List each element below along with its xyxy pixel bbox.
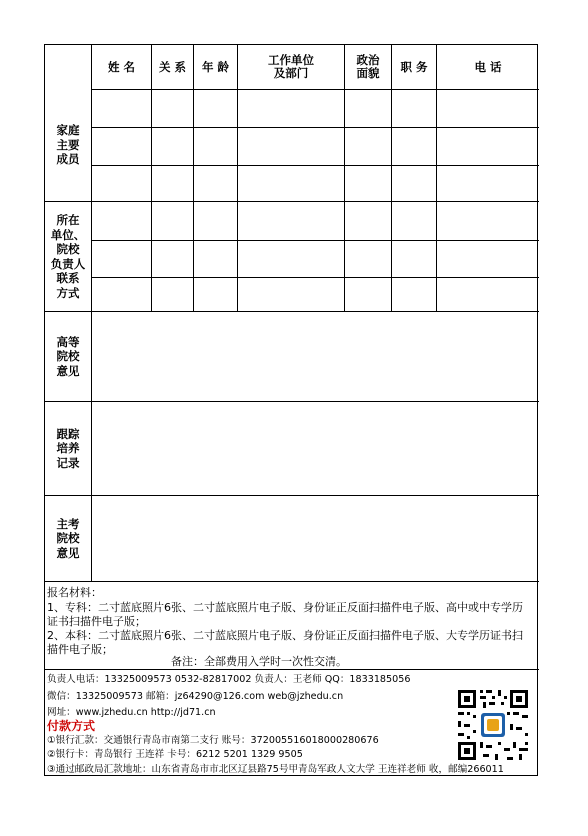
divider <box>91 240 539 241</box>
contact-website-line: 网址：www.jzhedu.cn http://jd71.cn <box>47 707 216 718</box>
divider <box>45 311 539 312</box>
header-position: 职 务 <box>400 59 428 74</box>
materials-note: 备注：全部费用入学时一次性交清。 <box>171 655 347 668</box>
header-work-unit: 工作单位 及部门 <box>268 53 314 80</box>
section-tracking-record: 跟踪 培养 记录 <box>56 426 80 470</box>
materials-line: 2、本科：二寸蓝底照片6张、二寸蓝底照片电子版、身份证正反面扫描件电子版、大专学历证书扫 <box>47 629 523 642</box>
header-political-status: 政治 面貌 <box>356 53 380 80</box>
section-unit-contact: 所在 单位、 院校 负责人 联系 方式 <box>50 213 86 300</box>
registration-form-table <box>44 44 538 776</box>
divider <box>91 89 539 90</box>
divider <box>91 165 539 166</box>
qr-code-icon <box>455 687 531 763</box>
payment-bank-card: ②银行卡：青岛银行 王连祥 卡号：6212 5201 1329 9505 <box>47 749 303 760</box>
header-relation: 关 系 <box>158 59 186 74</box>
materials-line: 证书扫描件电子版； <box>47 615 146 628</box>
divider <box>45 495 539 496</box>
section-family-members: 家庭 主要 成员 <box>56 123 80 167</box>
contact-phone-line: 负责人电话：13325009573 0532-82817002 负责人：王老师 QQ：1833185056 <box>47 674 411 685</box>
contact-wechat-line: 微信：13325009573 邮箱：jz64290@126.com web@jzhedu.cn <box>47 691 344 702</box>
divider <box>45 669 539 670</box>
materials-line: 描件电子版； <box>47 643 113 656</box>
divider <box>45 581 539 582</box>
header-phone: 电 话 <box>474 59 502 74</box>
section-exam-opinion: 主考 院校 意见 <box>56 516 80 560</box>
header-age: 年 龄 <box>201 59 229 74</box>
header-name: 姓 名 <box>107 59 135 74</box>
materials-line: 1、专科：二寸蓝底照片6张、二寸蓝底照片电子版、身份证正反面扫描件电子版、高中或中专学历 <box>47 601 523 614</box>
materials-title: 报名材料： <box>47 586 102 599</box>
divider <box>91 127 539 128</box>
section-college-opinion: 高等 院校 意见 <box>56 334 80 378</box>
divider <box>45 401 539 402</box>
payment-title: 付款方式 <box>47 719 96 733</box>
divider <box>45 201 539 202</box>
divider <box>91 45 92 581</box>
divider <box>91 277 539 278</box>
payment-bank-transfer: ①银行汇款：交通银行青岛市南第二支行 账号：372005516018000280676 <box>47 735 379 746</box>
payment-post-office: ③通过邮政局汇款地址：山东省青岛市市北区辽县路75号甲青岛军政人文大学 王连祥老师 收，邮编266011 <box>47 764 504 775</box>
